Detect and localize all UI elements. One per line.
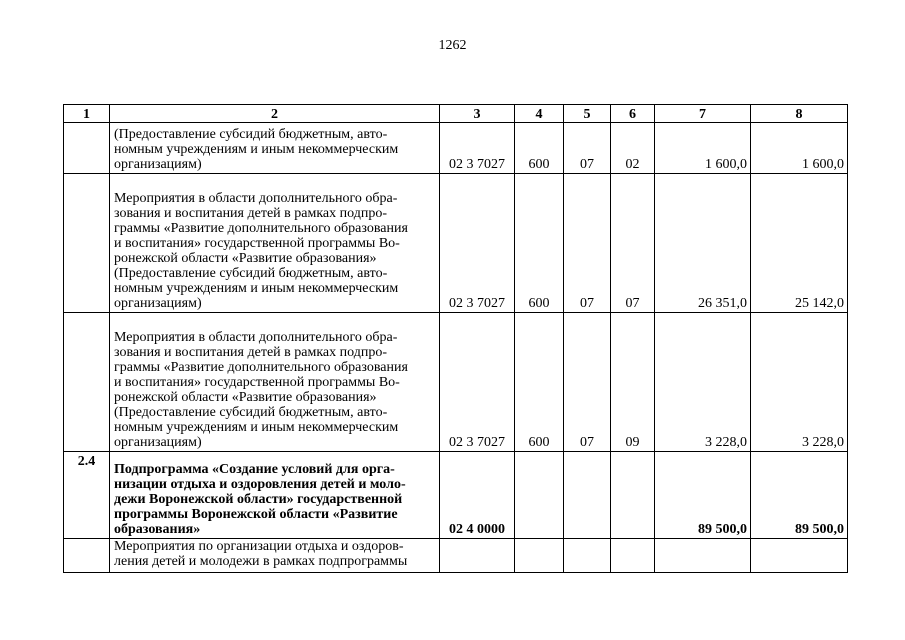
row-amount-1-cell: 26 351,0	[655, 174, 751, 313]
row-number-cell	[64, 539, 110, 573]
row-code-cell: 02 3 7027	[440, 123, 515, 174]
budget-table	[63, 104, 848, 573]
page-number: 1262	[438, 38, 467, 53]
row-name-text: Мероприятия в области дополнительного обра- зования и воспитания детей в рамках подпро- граммы «Развитие дополнительного образования и воспитания» государственной программы Во- ронежской области «Развитие образования» (Предоставление субсидий бюджетным, авто- номным учреждениям и иным некоммерческим организациям)	[114, 191, 408, 311]
column-header: 8	[751, 105, 848, 123]
column-header: 7	[655, 105, 751, 123]
row-rz-cell: 07	[564, 313, 611, 452]
row-vr-cell: 600	[515, 123, 564, 174]
row-pr-cell: 09	[611, 313, 655, 452]
row-number-cell: 2.4	[64, 452, 110, 539]
table-row	[64, 539, 848, 573]
row-pr-cell: 07	[611, 174, 655, 313]
column-header: 5	[564, 105, 611, 123]
row-amount-2-cell: 25 142,0	[751, 174, 848, 313]
row-vr-cell	[515, 452, 564, 539]
table-row	[64, 174, 848, 313]
column-header: 3	[440, 105, 515, 123]
row-amount-2-cell: 1 600,0	[751, 123, 848, 174]
table-row	[64, 313, 848, 452]
row-amount-2-cell	[751, 539, 848, 573]
row-pr-cell	[611, 539, 655, 573]
row-name-cell	[110, 452, 440, 539]
row-rz-cell	[564, 539, 611, 573]
column-header: 1	[64, 105, 110, 123]
row-name-cell	[110, 123, 440, 174]
row-amount-2-cell: 3 228,0	[751, 313, 848, 452]
row-name-text: Мероприятия в области дополнительного обра- зования и воспитания детей в рамках подпро- граммы «Развитие дополнительного образования и воспитания» государственной программы Во- ронежской области «Развитие образования» (Предоставление субсидий бюджетным, авто- номным учреждениям и иным некоммерческим организациям)	[114, 330, 408, 450]
row-code-cell: 02 3 7027	[440, 174, 515, 313]
row-vr-cell	[515, 539, 564, 573]
row-pr-cell	[611, 452, 655, 539]
row-code-cell: 02 3 7027	[440, 313, 515, 452]
row-name-cell	[110, 174, 440, 313]
table-row	[64, 123, 848, 174]
row-name-text: Подпрограмма «Создание условий для орга- низации отдыха и оздоровления детей и моло- дежи Воронежской области» государственной программы Воронежской области «Развитие образования»	[114, 462, 406, 537]
column-header: 2	[110, 105, 440, 123]
row-number-cell	[64, 123, 110, 174]
row-amount-2-cell: 89 500,0	[751, 452, 848, 539]
row-code-cell	[440, 539, 515, 573]
row-amount-1-cell: 3 228,0	[655, 313, 751, 452]
row-rz-cell: 07	[564, 123, 611, 174]
row-code-cell: 02 4 0000	[440, 452, 515, 539]
row-name-cell	[110, 539, 440, 573]
row-name-text: Мероприятия по организации отдыха и оздоров- ления детей и молодежи в рамках подпрограммы	[114, 539, 408, 569]
row-name-cell	[110, 313, 440, 452]
row-rz-cell: 07	[564, 174, 611, 313]
row-rz-cell	[564, 452, 611, 539]
row-vr-cell: 600	[515, 174, 564, 313]
row-amount-1-cell	[655, 539, 751, 573]
table-row-subprogram	[64, 452, 848, 539]
row-pr-cell: 02	[611, 123, 655, 174]
column-header: 6	[611, 105, 655, 123]
row-vr-cell: 600	[515, 313, 564, 452]
row-name-text: (Предоставление субсидий бюджетным, авто- номным учреждениям и иным некоммерческим организациям)	[114, 127, 399, 172]
row-amount-1-cell: 1 600,0	[655, 123, 751, 174]
column-header: 4	[515, 105, 564, 123]
table-header-row	[64, 105, 848, 123]
row-number-cell	[64, 174, 110, 313]
row-amount-1-cell: 89 500,0	[655, 452, 751, 539]
row-number-cell	[64, 313, 110, 452]
